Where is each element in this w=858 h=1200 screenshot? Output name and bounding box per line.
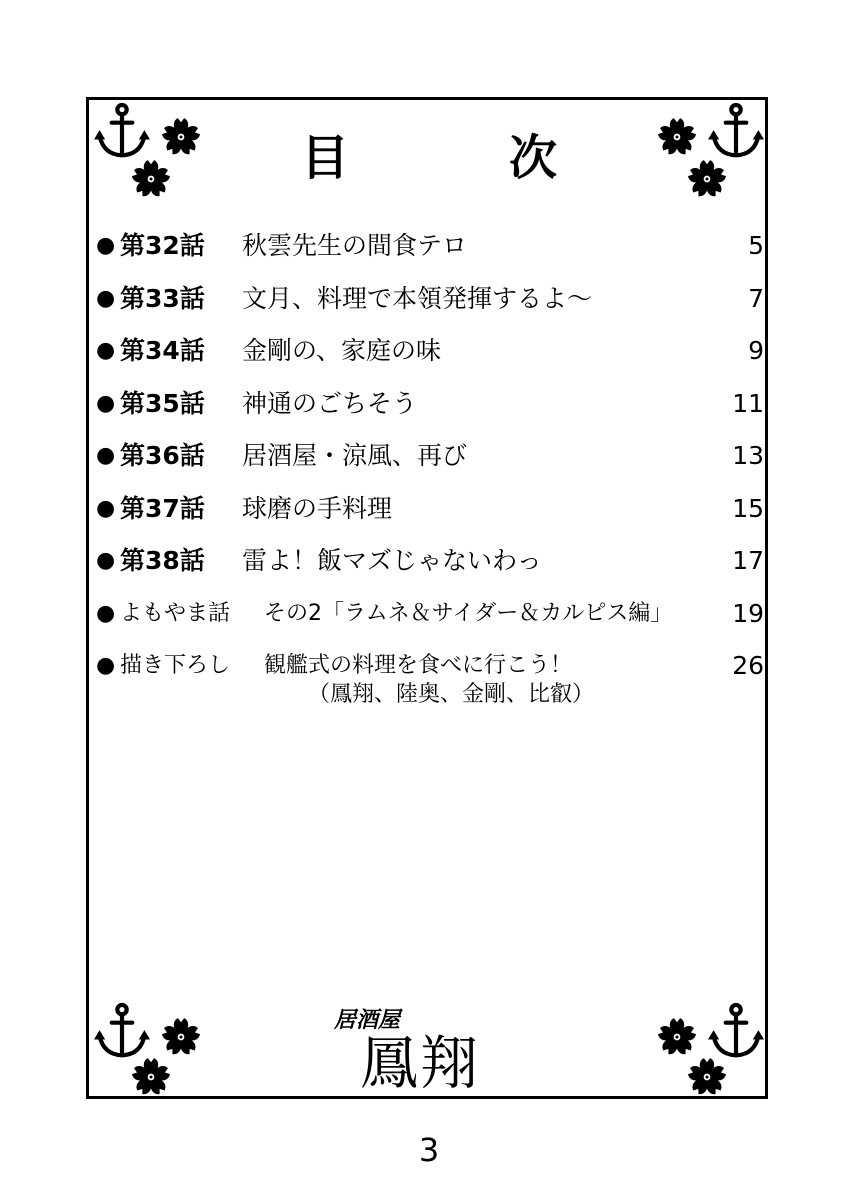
chapter-number: 第35話	[120, 388, 205, 418]
page-ref: 19	[732, 598, 764, 628]
chapter-title: 秋雲先生の間食テロ	[242, 231, 468, 260]
bullet: ●	[96, 548, 116, 573]
toc-entry[interactable]	[96, 224, 764, 277]
bullet: ●	[96, 653, 116, 678]
chapter-number: 第36話	[120, 441, 205, 470]
chapter-subtitle: （鳳翔、陸奥、金剛、比叡）	[308, 682, 595, 707]
bullet: ●	[96, 390, 116, 416]
table-of-contents	[96, 224, 764, 707]
chapter-title: 金剛の、家庭の味	[242, 336, 442, 365]
bullet: ●	[96, 443, 116, 468]
chapter-number: 第32話	[120, 231, 205, 260]
anchor-icon	[708, 1002, 764, 1062]
chapter-number: 第33話	[120, 283, 205, 313]
toc-entry[interactable]	[96, 487, 764, 540]
sakura-icon	[160, 1016, 202, 1058]
page-ref: 15	[732, 493, 764, 523]
toc-entry[interactable]	[96, 644, 764, 707]
bullet: ●	[96, 338, 116, 363]
chapter-number: 描き下ろし	[120, 653, 231, 678]
page-ref: 26	[732, 651, 764, 680]
sakura-icon	[130, 1056, 172, 1098]
chapter-number: 第37話	[120, 493, 205, 523]
page-title: 目 次	[300, 130, 613, 186]
chapter-title: その2「ラムネ＆サイダー＆カルピス編」	[264, 600, 673, 626]
bullet: ●	[96, 285, 116, 311]
toc-entry[interactable]	[96, 329, 764, 382]
bullet: ●	[96, 600, 116, 626]
brand-title: 鳳翔	[360, 1029, 481, 1097]
anchor-icon	[94, 1002, 150, 1062]
toc-entry[interactable]	[96, 434, 764, 487]
page-ref: 17	[732, 546, 764, 575]
chapter-title: 文月、料理で本領発揮するよ～	[242, 283, 593, 313]
chapter-number: 第38話	[120, 546, 205, 575]
chapter-title: 居酒屋・涼風、再び	[242, 441, 468, 470]
toc-entry[interactable]	[96, 539, 764, 592]
page-ref: 13	[732, 441, 764, 470]
page-ref: 5	[748, 231, 764, 260]
chapter-title: 神通のごちそう	[242, 388, 418, 418]
toc-entry[interactable]	[96, 277, 764, 330]
chapter-number: よもやま話	[120, 600, 231, 626]
chapter-number: 第34話	[120, 336, 205, 365]
bullet: ●	[96, 495, 116, 521]
page-ref: 9	[748, 336, 764, 365]
sakura-icon	[656, 1016, 698, 1058]
brand-subtitle: 居酒屋	[334, 1007, 401, 1033]
chapter-title: 雷よ！飯マズじゃないわっ	[242, 546, 542, 575]
chapter-title: 観艦式の料理を食べに行こう！	[264, 653, 573, 678]
bullet: ●	[96, 233, 116, 258]
toc-entry[interactable]	[96, 592, 764, 645]
page-number: 3	[418, 1131, 440, 1169]
chapter-title: 球磨の手料理	[242, 493, 393, 523]
page-ref: 11	[732, 388, 764, 418]
sakura-icon	[686, 1056, 728, 1098]
toc-entry[interactable]	[96, 382, 764, 435]
page-ref: 7	[748, 283, 764, 313]
